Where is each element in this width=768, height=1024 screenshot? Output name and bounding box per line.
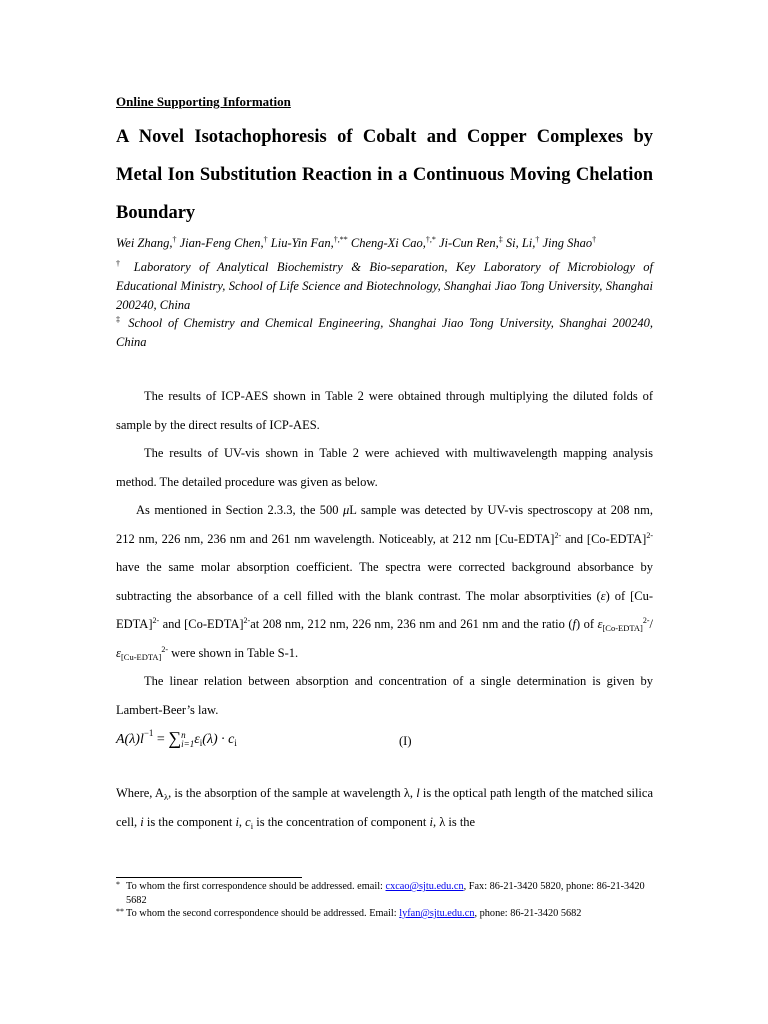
paper-title: A Novel Isotachophoresis of Cobalt and Copper Complexes by Metal Ion Substitution Reaction in a Continuous Moving Chelation Boundary [116, 127, 653, 223]
paragraph-definitions: Where, $A_\lambda$, is the absorption of the sample at wavelength λ, l is the optical path length of the matched silica cell, i is the component i, $c_i$ is the concentration of component i, λ is the [116, 786, 654, 831]
affiliation-1 [116, 258, 653, 315]
footnote-1: * To whom the first correspondence should be addressed. email: cxcao@sjtu.edu.cn, Fax: 86-21-3420 5820, phone: 86-21-3420 5682 [116, 880, 645, 906]
equation-number: (I) [399, 734, 412, 748]
author-name: Liu-Yin Fan, [270, 236, 334, 250]
affiliation-mark: ‡ [116, 315, 123, 324]
author-mark: † [263, 235, 268, 244]
author-name: Ji-Cun Ren, [439, 236, 499, 250]
paragraph-procedure: As mentioned in Section 2.3.3, the 500 μL sample was detected by UV-vis spectroscopy at 208 nm, 212 nm, 226 nm, 236 nm and 261 nm wavelength. Noticeably, at 212 nm [Cu-EDTA]$^{2-}$ and [Co-EDTA]$^{2-}$ have the same molar absorption coefficient. The spectra were corrected background absorbance by subtracting the absorbance of a cell filled with the blank contrast. The molar absorptivities (ε) of [Cu-EDTA]$^{2-}$ and [Co-EDTA]$^{2-}$at 208 nm, 212 nm, 226 nm, 236 nm and 261 nm and the ratio (f) of $\varepsilon_{[Co-EDTA]}^{2-}/\varepsilon_{[Cu-EDTA]}^{2-}$ were shown in Table S-1. [116, 503, 654, 662]
affiliation-text: Laboratory of Analytical Biochemistry & Bio-separation, Key Laboratory of Microbiology of Educational Ministry, School of Life Science and Biotechnology, Shanghai Jiao Tong University, Shanghai 200240, China [116, 260, 654, 312]
affiliation-mark: † [116, 259, 126, 268]
author-mark: † [172, 235, 177, 244]
author-mark: ‡ [498, 235, 503, 244]
author-mark: †,** [333, 235, 348, 244]
email-link-cxcao[interactable]: cxcao@sjtu.edu.cn [385, 881, 464, 892]
paragraph-uv-vis: The results of UV-vis shown in Table 2 were achieved with multiwavelength mapping analysis method. The detailed procedure was given as below. [116, 446, 653, 489]
supporting-info-label: Online Supporting Information [116, 94, 291, 109]
paper-page [116, 0, 653, 1024]
affiliation-2 [116, 314, 653, 352]
author-name: Cheng-Xi Cao, [350, 236, 426, 250]
author-mark: † [535, 235, 540, 244]
paragraph-icp-aes: The results of ICP-AES shown in Table 2 were obtained through multiplying the diluted folds of sample by the direct results of ICP-AES. [116, 389, 653, 432]
author-name: Si, Li, [505, 236, 536, 250]
email-link-lyfan[interactable]: lyfan@sjtu.edu.cn [399, 908, 475, 919]
affiliation-text: School of Chemistry and Chemical Engineering, Shanghai Jiao Tong University, Shanghai 200240, China [116, 316, 654, 349]
author-mark: † [592, 235, 597, 244]
author-list [116, 234, 653, 252]
author-name: Wei Zhang, [116, 236, 173, 250]
footnote-2: ** To whom the second correspondence should be addressed. Email: lyfan@sjtu.edu.cn, phone: 86-21-3420 5682 [116, 907, 582, 919]
footnotes [116, 880, 653, 921]
author-mark: †,* [425, 235, 436, 244]
equation-formula: $A(\lambda)l^{-1} = \sum n$ $i=1\varepsilon_i(\lambda) \cdot c_i$ [116, 728, 237, 749]
paragraph-lambert-beer: The linear relation between absorption and concentration of a single determination is given by Lambert-Beer’s law. [116, 674, 653, 717]
author-name: Jian-Feng Chen, [179, 236, 264, 250]
author-name: Jing Shao [542, 236, 593, 250]
equation-lambert-beer [116, 728, 653, 758]
footnote-divider [116, 877, 302, 878]
